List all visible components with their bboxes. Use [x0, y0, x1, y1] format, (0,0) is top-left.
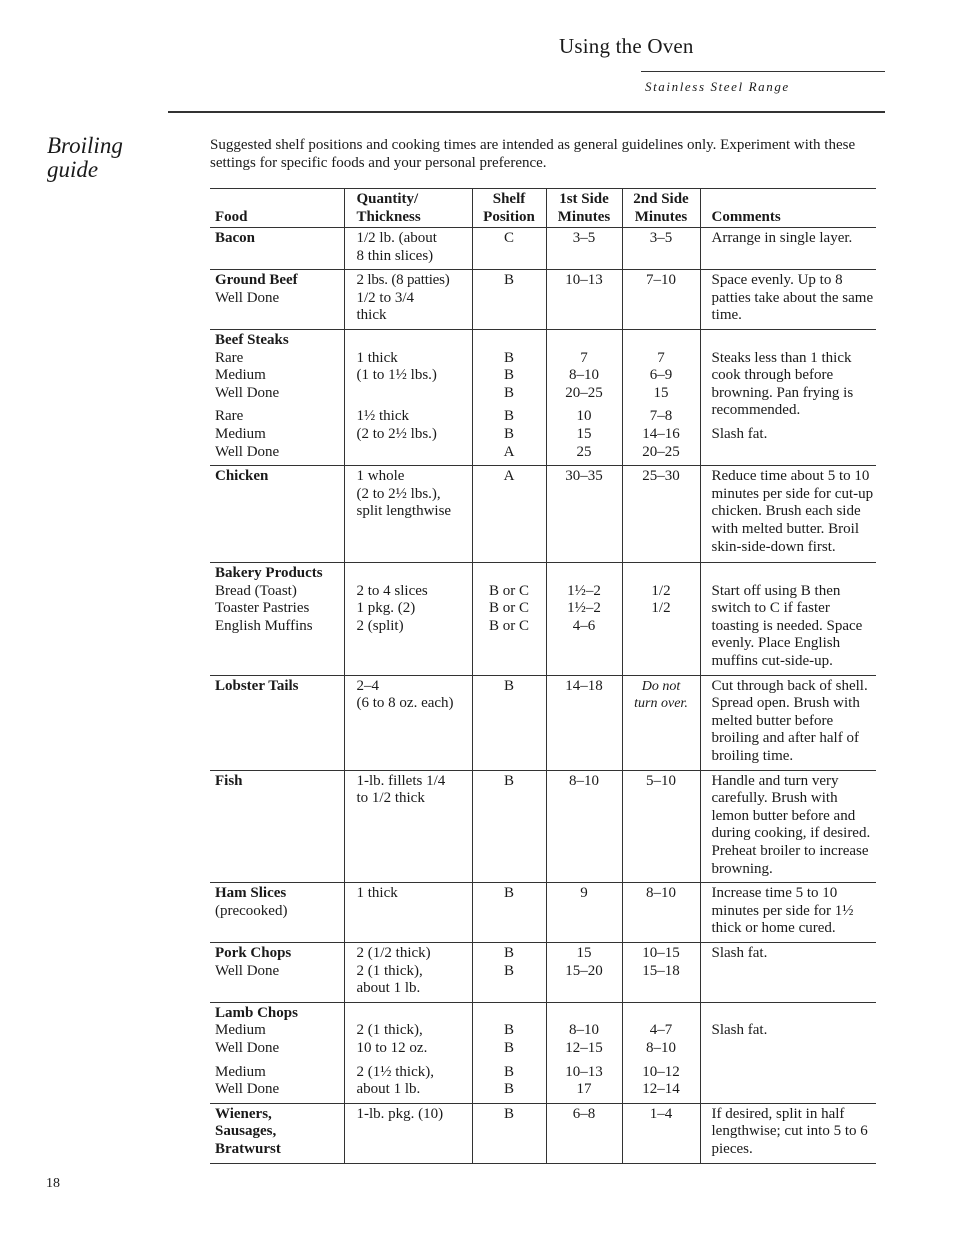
quantity-cell: 1 whole (2 to 2½ lbs.), split lengthwise [344, 466, 472, 563]
shelf-cell: B B B B B A [472, 329, 546, 465]
comments-cell: Slash fat. [700, 1002, 876, 1103]
shelf-cell: B [472, 770, 546, 883]
comments-cell: Cut through back of shell. Spread open. Brush with melted butter before broiling and after half of broiling time. [700, 675, 876, 770]
second-side-cell: 5–10 [622, 770, 700, 883]
shelf-cell: A [472, 466, 546, 563]
intro-paragraph: Suggested shelf positions and cooking times are intended as general guidelines only. Experiment with these settings for specific foods and your personal preference. [210, 137, 856, 171]
first-side-cell: 6–8 [546, 1103, 622, 1163]
column-header-food: Food [210, 189, 344, 228]
food-cell: Bakery Products Bread (Toast) Toaster Pastries English Muffins [210, 563, 344, 676]
food-cell: Chicken [210, 466, 344, 563]
second-side-cell: 25–30 [622, 466, 700, 563]
table-header-row [210, 189, 876, 228]
second-side-cell: 1/2 1/2 [622, 563, 700, 676]
quantity-cell: 2 (1/2 thick) 2 (1 thick), about 1 lb. [344, 942, 472, 1002]
quantity-cell: 2 (1 thick), 10 to 12 oz. 2 (1½ thick), about 1 lb. [344, 1002, 472, 1103]
table-row-bakery-products [210, 563, 876, 676]
section-divider [168, 111, 885, 113]
food-cell: Beef Steaks Rare Medium Well Done Rare Medium Well Done [210, 329, 344, 465]
header-divider [641, 71, 885, 72]
first-side-cell: 7 8–10 20–25 10 15 25 [546, 329, 622, 465]
second-side-cell: 4–7 8–10 10–12 12–14 [622, 1002, 700, 1103]
comments-cell: Start off using B then switch to C if faster toasting is needed. Space evenly. Place English muffins cut-side-up. [700, 563, 876, 676]
second-side-cell: 7–10 [622, 270, 700, 330]
first-side-cell: 1½–2 1½–2 4–6 [546, 563, 622, 676]
shelf-cell: B B [472, 942, 546, 1002]
second-side-cell: Do not turn over. [622, 675, 700, 770]
second-side-cell: 3–5 [622, 228, 700, 270]
column-header-second-side: 2nd Side Minutes [622, 189, 700, 228]
first-side-cell: 9 [546, 883, 622, 943]
shelf-cell: C [472, 228, 546, 270]
quantity-cell: 1 thick (1 to 1½ lbs.) 1½ thick (2 to 2½ lbs.) [344, 329, 472, 465]
comments-cell: Reduce time about 5 to 10 minutes per side for cut-up chicken. Brush each side with melted butter. Broil skin-side-down first. [700, 466, 876, 563]
food-cell: Bacon [210, 228, 344, 270]
table-row-beef-steaks [210, 329, 876, 465]
first-side-cell: 8–10 [546, 770, 622, 883]
first-side-cell: 30–35 [546, 466, 622, 563]
quantity-cell: 2–4 (6 to 8 oz. each) [344, 675, 472, 770]
first-side-cell: 14–18 [546, 675, 622, 770]
food-cell: Lamb Chops Medium Well Done Medium Well Done [210, 1002, 344, 1103]
header-title: Using the Oven [559, 34, 694, 58]
food-cell: Ground Beef Well Done [210, 270, 344, 330]
quantity-cell: 1 thick [344, 883, 472, 943]
column-header-comments: Comments [700, 189, 876, 228]
quantity-cell: 1/2 lb. (about 8 thin slices) [344, 228, 472, 270]
quantity-cell: 2 to 4 slices 1 pkg. (2) 2 (split) [344, 563, 472, 676]
column-header-first-side: 1st Side Minutes [546, 189, 622, 228]
shelf-cell: B [472, 1103, 546, 1163]
first-side-cell: 3–5 [546, 228, 622, 270]
food-cell: Pork Chops Well Done [210, 942, 344, 1002]
column-header-quantity: Quantity/ Thickness [344, 189, 472, 228]
shelf-cell: B [472, 675, 546, 770]
quantity-cell: 2 lbs. (8 patties) 1/2 to 3/4 thick [344, 270, 472, 330]
comments-cell: Slash fat. [700, 942, 876, 1002]
table-row-wieners [210, 1103, 876, 1163]
shelf-cell: B [472, 883, 546, 943]
shelf-cell: B B B B [472, 1002, 546, 1103]
table-row-ground-beef [210, 270, 876, 330]
quantity-cell: 1-lb. pkg. (10) [344, 1103, 472, 1163]
table-row-lobster-tails [210, 675, 876, 770]
comments-cell: Handle and turn very carefully. Brush with lemon butter before and during cooking, if desired. Preheat broiler to increase browning. [700, 770, 876, 883]
section-title: Broiling guide [47, 133, 123, 182]
table-row-fish [210, 770, 876, 883]
comments-cell: Steaks less than 1 thick cook through before browning. Pan frying is recommended. Slash fat. [700, 329, 876, 465]
food-cell: Fish [210, 770, 344, 883]
comments-cell: Arrange in single layer. [700, 228, 876, 270]
quantity-cell: 1-lb. fillets 1/4 to 1/2 thick [344, 770, 472, 883]
page-number: 18 [46, 1176, 60, 1191]
shelf-cell: B or C B or C B or C [472, 563, 546, 676]
food-cell: Lobster Tails [210, 675, 344, 770]
comments-cell: Increase time 5 to 10 minutes per side for 1½ thick or home cured. [700, 883, 876, 943]
broiling-guide-table [210, 188, 876, 1164]
first-side-cell: 10–13 [546, 270, 622, 330]
food-cell: Ham Slices (precooked) [210, 883, 344, 943]
table-row-pork-chops [210, 942, 876, 1002]
header-subtitle: Stainless Steel Range [645, 79, 790, 94]
table-row-chicken [210, 466, 876, 563]
second-side-cell: 10–15 15–18 [622, 942, 700, 1002]
shelf-cell: B [472, 270, 546, 330]
second-side-cell: 8–10 [622, 883, 700, 943]
comments-cell: Space evenly. Up to 8 patties take about the same time. [700, 270, 876, 330]
second-side-cell: 1–4 [622, 1103, 700, 1163]
food-cell: Wieners, Sausages, Bratwurst [210, 1103, 344, 1163]
first-side-cell: 8–10 12–15 10–13 17 [546, 1002, 622, 1103]
table-row-bacon [210, 228, 876, 270]
table-row-lamb-chops [210, 1002, 876, 1103]
column-header-shelf: Shelf Position [472, 189, 546, 228]
first-side-cell: 15 15–20 [546, 942, 622, 1002]
comments-cell: If desired, split in half lengthwise; cut into 5 to 6 pieces. [700, 1103, 876, 1163]
second-side-cell: 7 6–9 15 7–8 14–16 20–25 [622, 329, 700, 465]
table-row-ham-slices [210, 883, 876, 943]
